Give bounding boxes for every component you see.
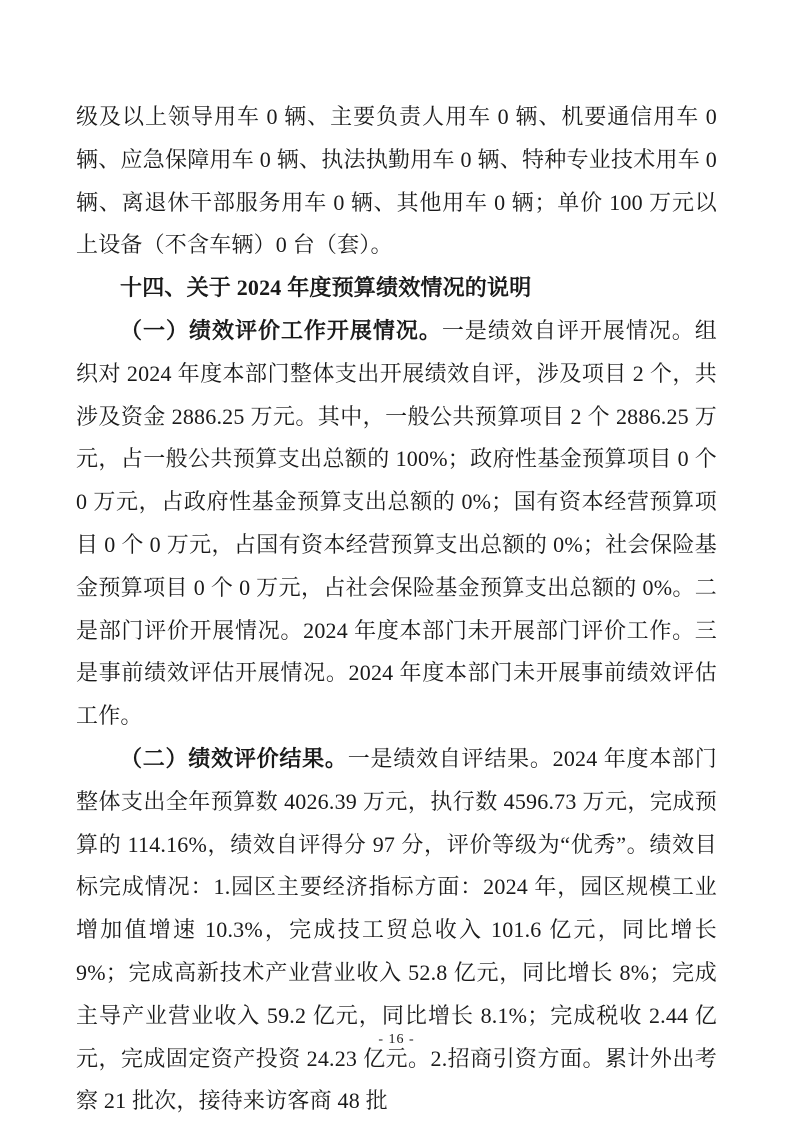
paragraph-evaluation-work-lead: （一）绩效评价工作开展情况。 [120,317,442,343]
page-number: - 16 - [378,1032,415,1047]
paragraph-evaluation-work [76,310,717,738]
paragraph-evaluation-result-body: 一是绩效自评结果。2024 年度本部门整体支出全年预算数 4026.39 万元，执行数 4596.73 万元，完成预算的 114.16%，绩效自评得分 97 分，评价等级为“优秀”。绩效目标完成情况：1.园区主要经济指标方面：2024 年，园区规模工业增加值增速 10.3%，完成技工贸总收入 101.6 亿元，同比增长 9%；完成高新技术产业营业收入 52.8 亿元，同比增长 8%；完成主导产业营业收入 59.2 亿元，同比增长 8.1%；完成税收 2.44 亿元，完成固定资产投资 24.23 亿元。2.招商引资方面。累计外出考察 21 批次，接待来访客商 48 批 [76,745,717,1114]
carryover-paragraph: 级及以上领导用车 0 辆、主要负责人用车 0 辆、机要通信用车 0 辆、应急保障用车 0 辆、执法执勤用车 0 辆、特种专业技术用车 0 辆、离退休干部服务用车 0 辆、其他用车 0 辆；单价 100 万元以上设备（不含车辆）0 台（套）。 [76,104,717,258]
paragraph-evaluation-result-lead: （二）绩效评价结果。 [120,745,348,771]
page-body [76,96,717,1122]
section-heading: 十四、关于 2024 年度预算绩效情况的说明 [120,275,532,301]
paragraph-evaluation-work-body: 一是绩效自评开展情况。组织对 2024 年度本部门整体支出开展绩效自评，涉及项目 2 个，共涉及资金 2886.25 万元。其中，一般公共预算项目 2 个 2886.25 万元，占一般公共预算支出总额的 100%；政府性基金预算项目 0 个 0 万元，占政府性基金预算支出总额的 0%；国有资本经营预算项目 0 个 0 万元，占国有资本经营预算支出总额的 0%；社会保险基金预算项目 0 个 0 万元，占社会保险基金预算支出总额的 0%。二是部门评价开展情况。2024 年度本部门未开展部门评价工作。三是事前绩效评估开展情况。2024 年度本部门未开展事前绩效评估工作。 [76,317,717,729]
paragraph-evaluation-result [76,738,717,1122]
